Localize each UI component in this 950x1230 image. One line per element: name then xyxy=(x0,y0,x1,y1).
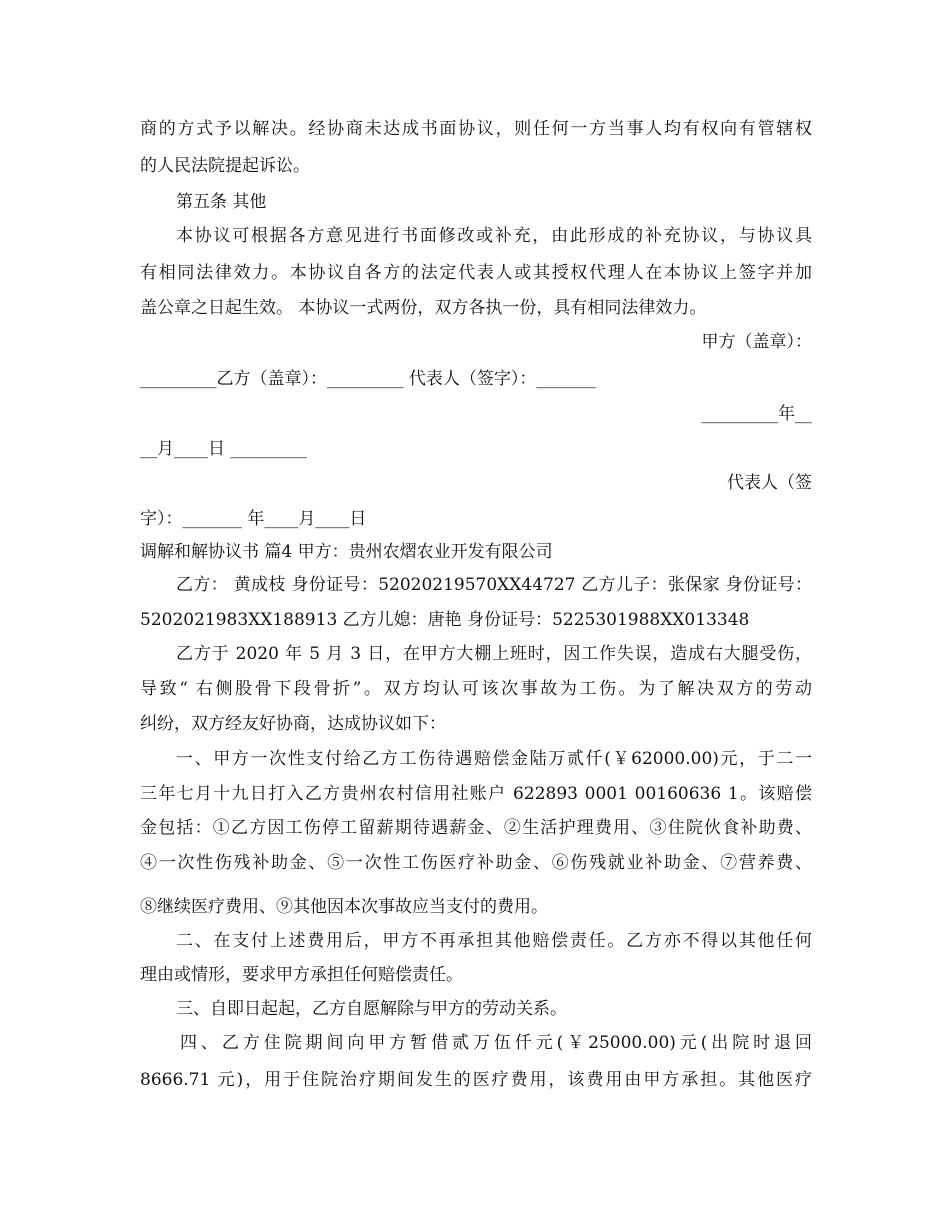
signature-date-line: 字）：_______ 年____月____日 xyxy=(140,509,367,529)
paragraph-line: 的人民法院提起诉讼。 xyxy=(140,156,310,176)
clause-line: ④一次性伤残补助金、⑤一次性工伤医疗补助金、⑥伤残就业补助金、⑦营养费、 xyxy=(140,853,812,873)
clause-line: 8666.71 元)，用于住院治疗期间发生的医疗费用，该费用由甲方承担。其他医疗 xyxy=(140,1070,812,1090)
paragraph-line: 商的方式予以解决。经协商未达成书面协议，则任何一方当事人均有权向有管辖权 xyxy=(140,119,812,139)
paragraph-line: 有相同法律效力。本协议自各方的法定代表人或其授权代理人在本协议上签字并加 xyxy=(140,263,812,283)
document-title-line: 调解和解协议书 篇4 甲方：贵州农熠农业开发有限公司 xyxy=(140,542,553,562)
signature-party-a: 甲方（盖章）： xyxy=(701,332,812,352)
clause-line: 理由或情形，要求甲方承担任何赔偿责任。 xyxy=(140,965,463,985)
signature-date-line: _________年__ xyxy=(701,404,812,424)
clause-line: ⑧继续医疗费用、⑨其他因本次事故应当支付的费用。 xyxy=(140,897,548,917)
paragraph-line: 纠纷，双方经友好协商，达成协议如下： xyxy=(140,714,446,734)
clause-line: 金包括：①乙方因工伤停工留薪期待遇薪金、②生活护理费用、③住院伙食补助费、 xyxy=(140,818,812,838)
signature-line: _________乙方（盖章）：_________ 代表人（签字）：_______ xyxy=(140,369,596,389)
paragraph-line: 乙方于 2020 年 5 月 3 日，在甲方大棚上班时，因工作失误，造成右大腿受伤， xyxy=(176,644,812,664)
signature-representative: 代表人（签 xyxy=(727,473,812,493)
signature-date-line: __月____日 _________ xyxy=(140,439,307,459)
section-heading: 第五条 其他 xyxy=(176,192,267,212)
clause-line: 四、乙方住院期间向甲方暂借贰万伍仟元(￥25000.00)元(出院时退回 xyxy=(180,1033,812,1053)
clause-line: 一、甲方一次性支付给乙方工伤待遇赔偿金陆万贰仟(￥62000.00)元，于二一 xyxy=(176,749,812,769)
paragraph-line: 导致“ 右侧股骨下段骨折”。双方均认可该次事故为工伤。为了解决双方的劳动 xyxy=(140,679,812,699)
clause-line: 三年七月十九日打入乙方贵州农村信用社账户 622893 0001 00160636 1。该赔偿 xyxy=(140,784,812,804)
clause-line: 二、在支付上述费用后，甲方不再承担其他赔偿责任。乙方亦不得以其他任何 xyxy=(176,931,812,951)
clause-line: 三、自即日起起，乙方自愿解除与甲方的劳动关系。 xyxy=(176,999,567,1019)
party-info-line: 5202021983XX188913 乙方儿媳：唐艳 身份证号：5225301988XX013348 xyxy=(140,610,750,630)
party-info-line: 乙方： 黄成枝 身份证号：52020219570XX44727 乙方儿子：张保家 身份证号： xyxy=(176,575,812,595)
paragraph-line: 盖公章之日起生效。 本协议一式两份，双方各执一份，具有相同法律效力。 xyxy=(140,298,707,318)
paragraph-line: 本协议可根据各方意见进行书面修改或补充，由此形成的补充协议，与协议具 xyxy=(176,226,812,246)
